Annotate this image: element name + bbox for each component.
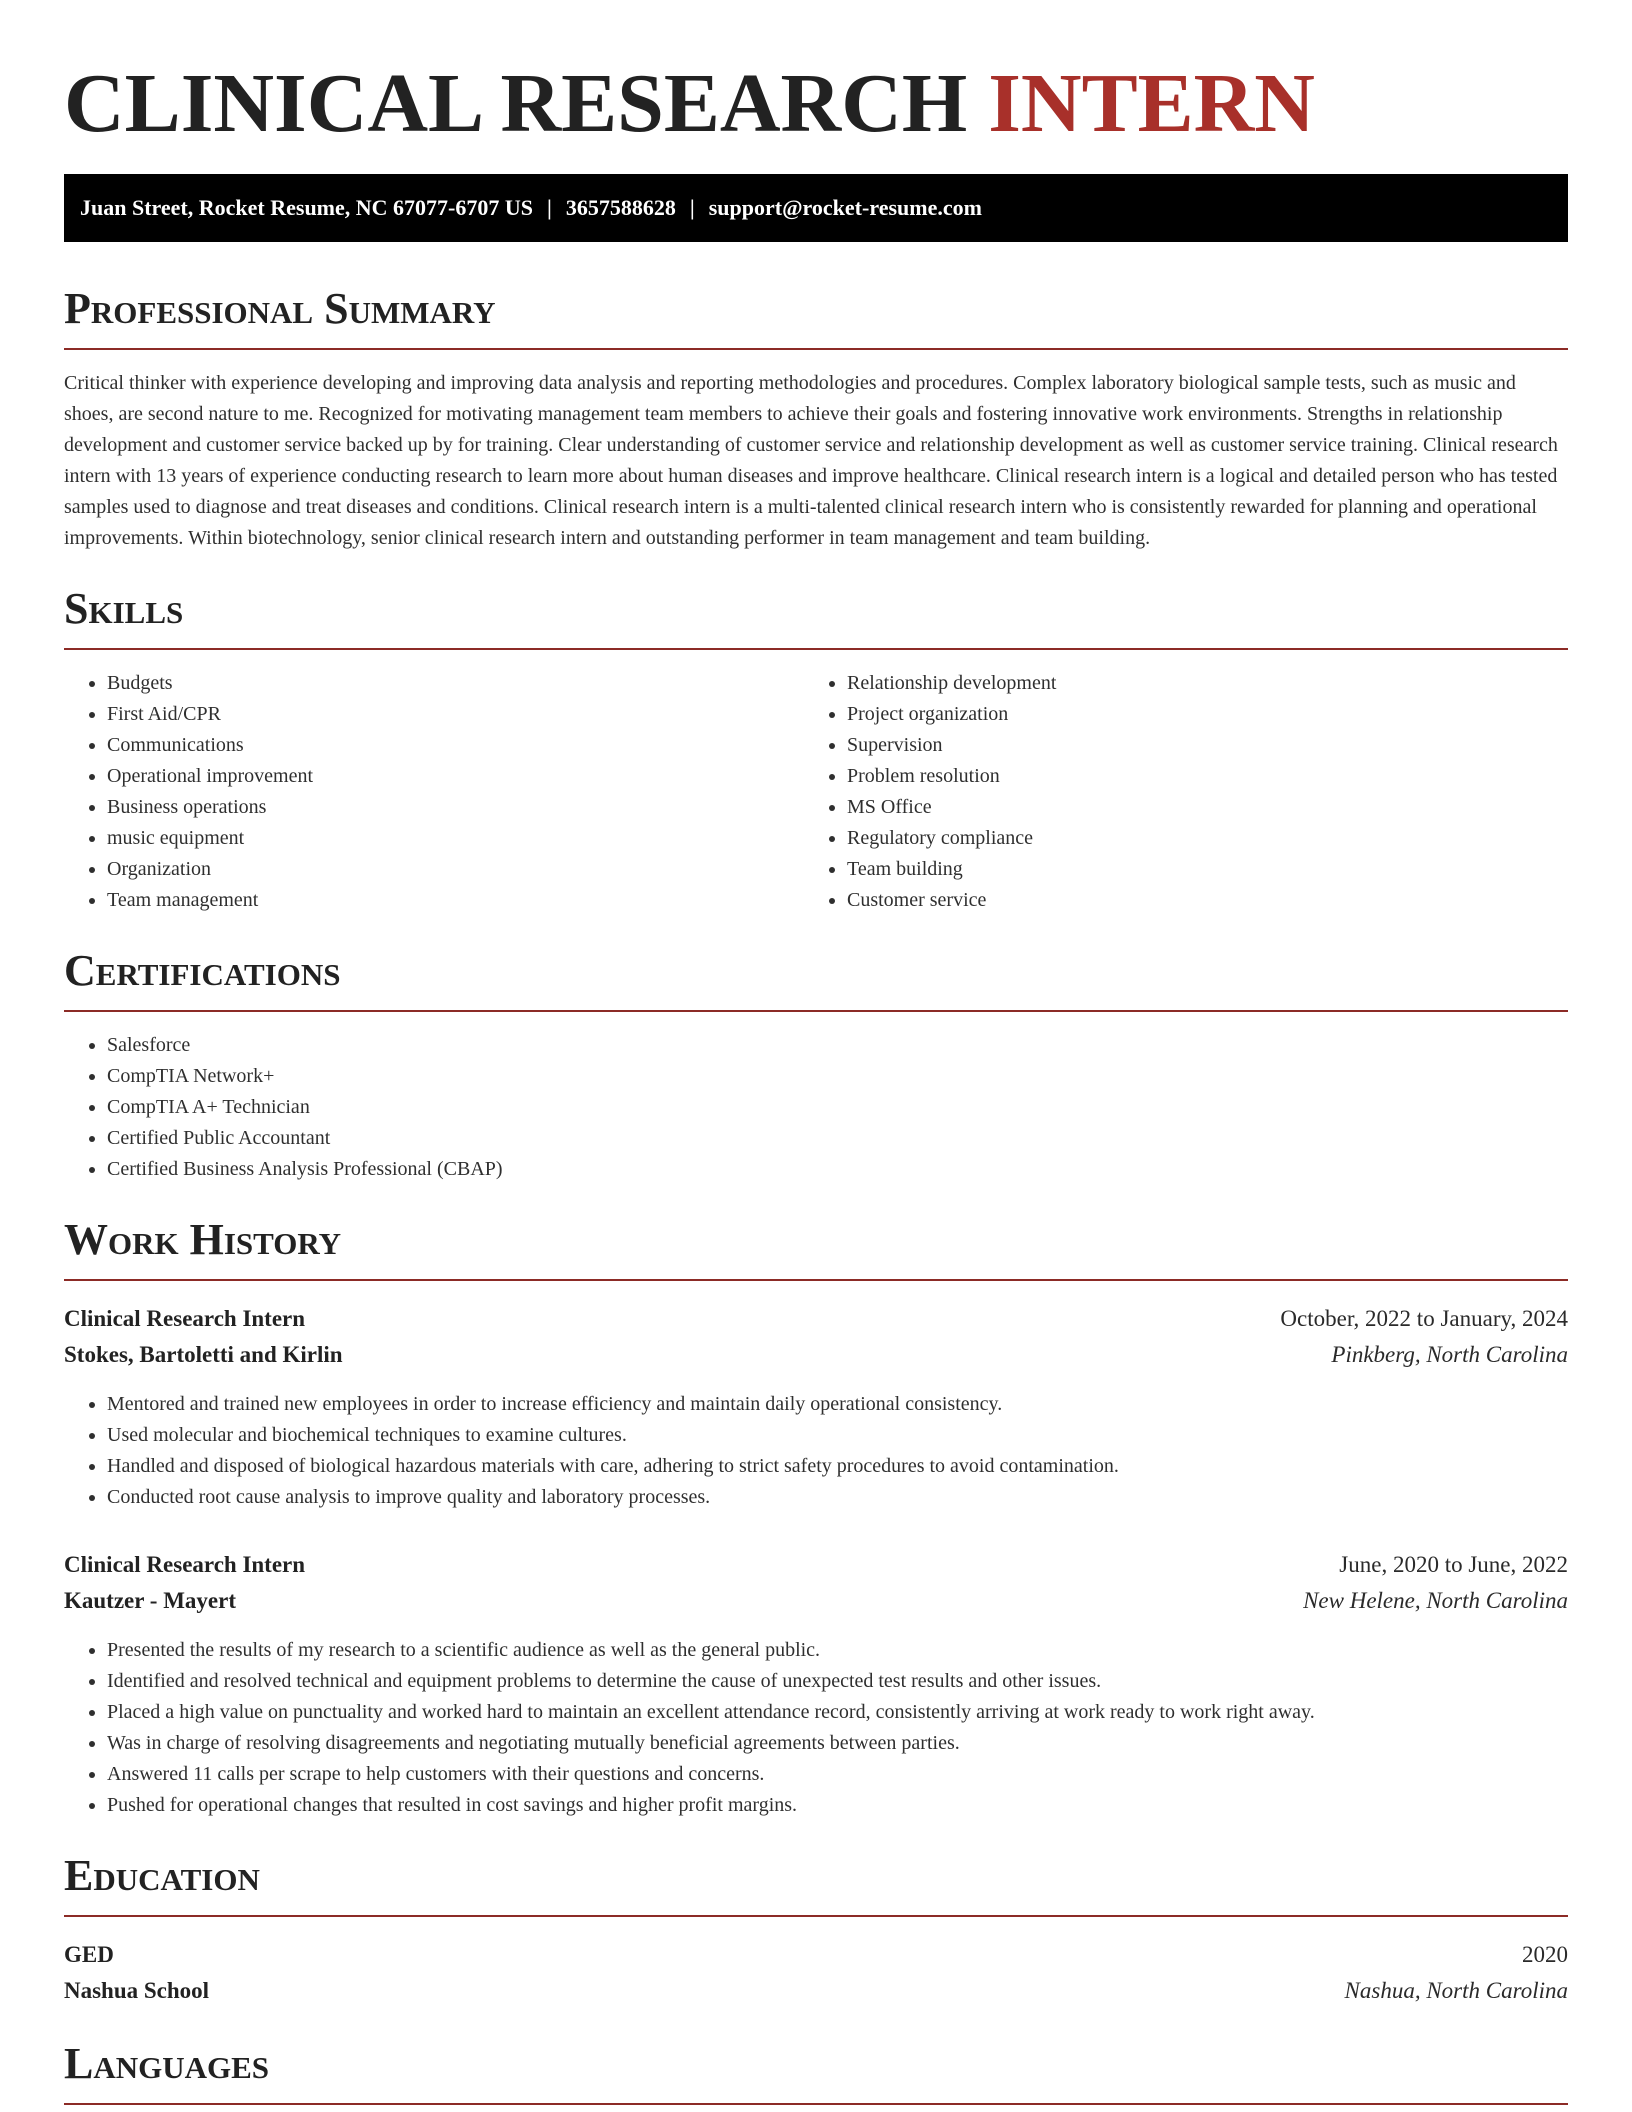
education-school-row <box>64 1973 1568 2009</box>
skills-list-right <box>804 668 1568 916</box>
skill-item: • MS Office <box>847 792 1568 823</box>
skills-title: Skills <box>64 584 1568 650</box>
education-location: Nashua, North Carolina <box>1344 1978 1568 2003</box>
job-title: Clinical Research Intern <box>64 1552 306 1577</box>
skill-item: • Communications <box>107 730 804 761</box>
job-company-row <box>64 1583 1568 1619</box>
job-bullet: • Answered 11 calls per scrape to help customers with their questions and concerns. <box>107 1759 1568 1790</box>
skill-item: • Project organization <box>847 699 1568 730</box>
skill-item: • music equipment <box>107 823 804 854</box>
contact-bar <box>64 174 1568 242</box>
skill-item: • Relationship development <box>847 668 1568 699</box>
skill-item: • Organization <box>107 854 804 885</box>
skills-grid <box>64 650 1568 916</box>
job-company-row <box>64 1337 1568 1373</box>
contact-separator: | <box>547 195 552 220</box>
job-entry <box>64 1301 1568 1513</box>
contact-email: support@rocket-resume.com <box>708 195 982 220</box>
education-school: Nashua School <box>64 1978 210 2003</box>
education-header-row <box>64 1937 1568 1973</box>
languages-title: Languages <box>64 2039 1568 2105</box>
education-degree: GED <box>64 1942 114 1967</box>
job-bullets <box>64 1635 1568 1821</box>
summary-text: Critical thinker with experience developing and improving data analysis and reporting methodologies and procedures. Complex laboratory biological sample tests, such as music and shoes, are second nature to me. Recognized for motivating management team members to achieve their goals and fostering innovative work environments. Strengths in relationship development and customer service backed up by for training. Clear understanding of customer service and relationship development as well as customer service training. Clinical research intern with 13 years of experience conducting research to learn more about human diseases and improve healthcare. Clinical research intern is a logical and detailed person who has tested samples used to diagnose and treat diseases and conditions. Clinical research intern is a multi-talented clinical research intern who is consistently rewarded for planning and operational improvements. Within biotechnology, senior clinical research intern and outstanding performer in team management and team building. <box>64 372 1558 549</box>
name-main: CLINICAL RESEARCH <box>64 57 968 150</box>
certification-item: • CompTIA A+ Technician <box>107 1092 1568 1123</box>
skills-list-left <box>64 668 804 916</box>
job-bullets <box>64 1389 1568 1513</box>
job-bullet: • Presented the results of my research to a scientific audience as well as the general public. <box>107 1635 1568 1666</box>
job-bullet: • Mentored and trained new employees in order to increase efficiency and maintain daily operational consistency. <box>107 1389 1568 1420</box>
skills-section <box>64 584 1568 916</box>
resume-name <box>64 0 1568 150</box>
job-entry <box>64 1547 1568 1821</box>
skill-item: • Operational improvement <box>107 761 804 792</box>
certifications-list <box>64 1030 1568 1185</box>
certifications-title: Certifications <box>64 946 1568 1012</box>
skill-item: • Budgets <box>107 668 804 699</box>
skill-item: • First Aid/CPR <box>107 699 804 730</box>
job-location: New Helene, North Carolina <box>1303 1588 1568 1613</box>
certifications-section <box>64 946 1568 1185</box>
job-bullet: • Pushed for operational changes that resulted in cost savings and higher profit margins. <box>107 1790 1568 1821</box>
skill-item: • Team building <box>847 854 1568 885</box>
education-section <box>64 1851 1568 2009</box>
skill-item: • Customer service <box>847 885 1568 916</box>
job-bullet: • Used molecular and biochemical techniques to examine cultures. <box>107 1420 1568 1451</box>
job-bullet: • Conducted root cause analysis to improve quality and laboratory processes. <box>107 1482 1568 1513</box>
job-bullet: • Was in charge of resolving disagreements and negotiating mutually beneficial agreements between parties. <box>107 1728 1568 1759</box>
skill-item: • Problem resolution <box>847 761 1568 792</box>
contact-phone: 3657588628 <box>565 195 676 220</box>
job-dates: October, 2022 to January, 2024 <box>1280 1306 1568 1331</box>
work-history-title: Work History <box>64 1215 1568 1281</box>
job-header-row <box>64 1301 1568 1337</box>
skill-item: • Business operations <box>107 792 804 823</box>
education-entry <box>64 1937 1568 2009</box>
job-company: Kautzer - Mayert <box>64 1588 236 1613</box>
contact-address: Juan Street, Rocket Resume, NC 67077-6707 US <box>80 195 533 220</box>
job-title: Clinical Research Intern <box>64 1306 306 1331</box>
contact-separator: | <box>689 195 695 220</box>
skill-item: • Supervision <box>847 730 1568 761</box>
job-bullet: • Handled and disposed of biological hazardous materials with care, adhering to strict safety procedures to avoid contamination. <box>107 1451 1568 1482</box>
certification-item: • CompTIA Network+ <box>107 1061 1568 1092</box>
job-bullet: • Placed a high value on punctuality and worked hard to maintain an excellent attendance record, consistently arriving at work ready to work right away. <box>107 1697 1568 1728</box>
education-title: Education <box>64 1851 1568 1917</box>
job-bullet: • Identified and resolved technical and equipment problems to determine the cause of unexpected test results and other issues. <box>107 1666 1568 1697</box>
job-dates: June, 2020 to June, 2022 <box>1339 1552 1568 1577</box>
skill-item: • Regulatory compliance <box>847 823 1568 854</box>
education-year: 2020 <box>1522 1942 1568 1967</box>
job-header-row <box>64 1547 1568 1583</box>
summary-section <box>64 284 1568 554</box>
summary-title: Professional Summary <box>64 284 1568 350</box>
skill-item: • Team management <box>107 885 804 916</box>
job-company: Stokes, Bartoletti and Kirlin <box>64 1342 343 1367</box>
certification-item: • Salesforce <box>107 1030 1568 1061</box>
certification-item: • Certified Public Accountant <box>107 1123 1568 1154</box>
name-accent: INTERN <box>988 57 1315 150</box>
languages-section <box>64 2039 1568 2105</box>
certification-item: • Certified Business Analysis Professional (CBAP) <box>107 1154 1568 1185</box>
job-location: Pinkberg, North Carolina <box>1331 1342 1568 1367</box>
work-history-section <box>64 1215 1568 1821</box>
